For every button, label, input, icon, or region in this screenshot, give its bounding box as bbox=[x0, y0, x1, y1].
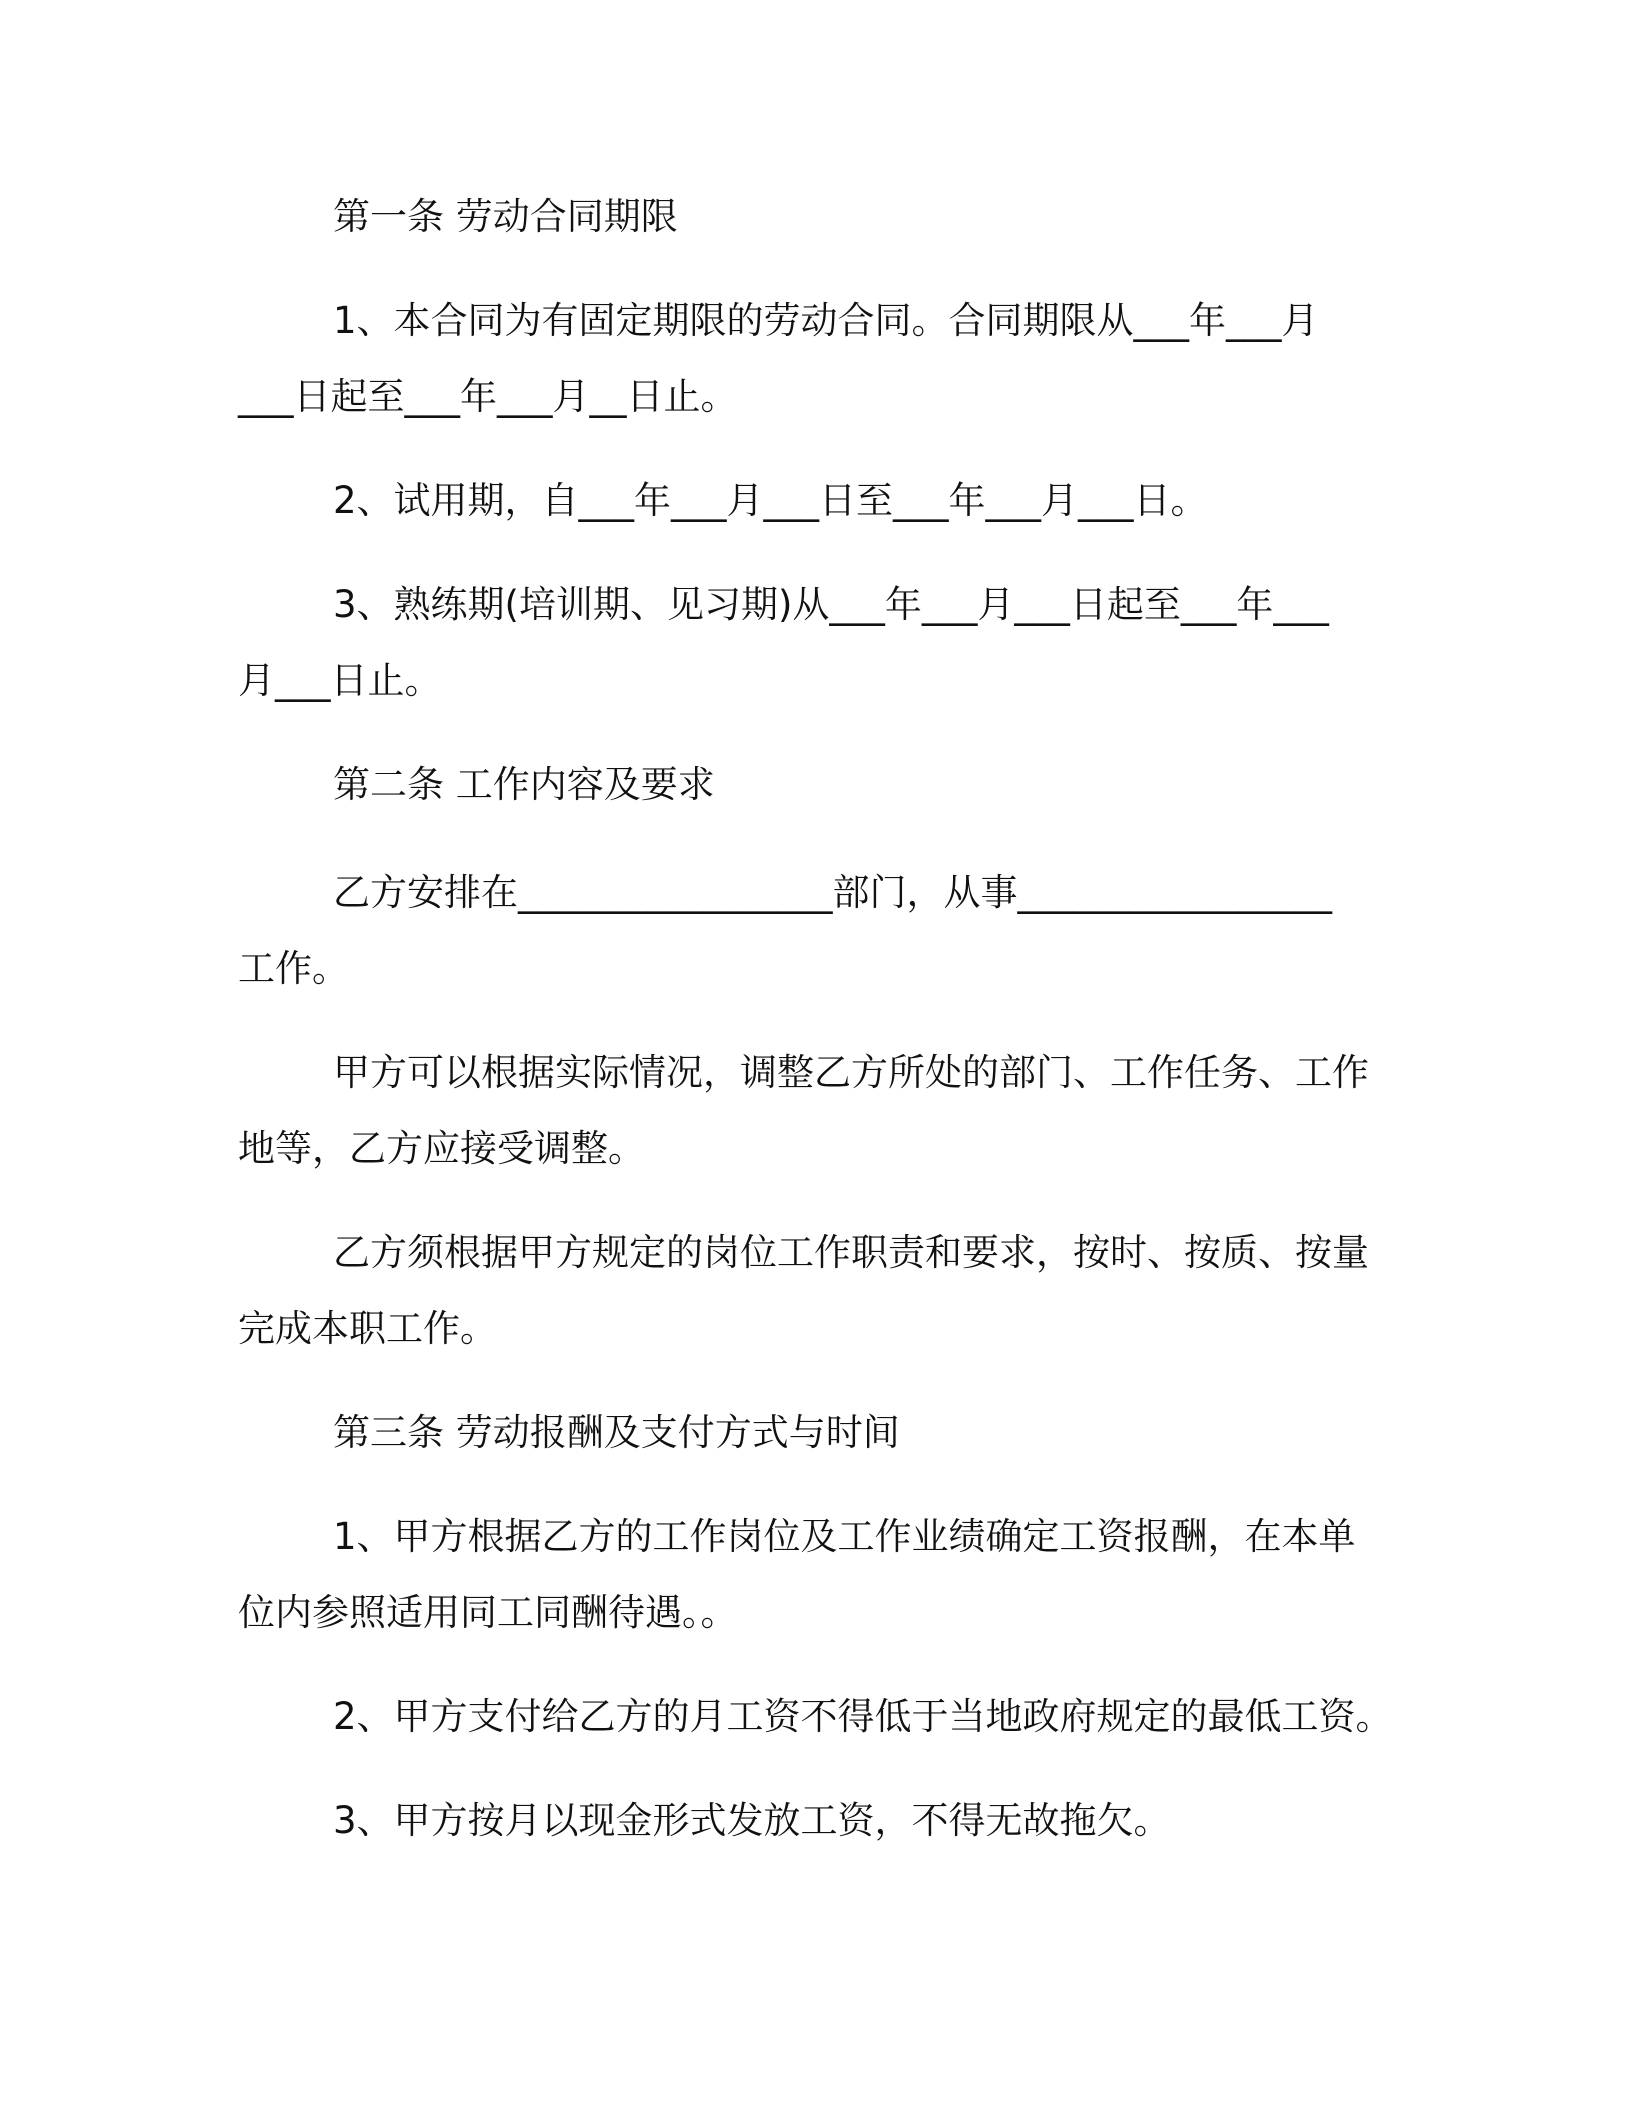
article-2-para-2-line-2: 地等，乙方应接受调整。 bbox=[238, 1127, 645, 1170]
article-3-item-2: 2、甲方支付给乙方的月工资不得低于当地政府规定的最低工资。 bbox=[333, 1695, 1393, 1738]
article-2-para-3-line-1: 乙方须根据甲方规定的岗位工作职责和要求，按时、按质、按量 bbox=[333, 1231, 1369, 1274]
article-1-item-1-line-2: ___日起至___年___月__日止。 bbox=[238, 375, 738, 418]
article-3-item-3: 3、甲方按月以现金形式发放工资，不得无故拖欠。 bbox=[333, 1799, 1171, 1842]
article-2-heading: 第二条 工作内容及要求 bbox=[333, 763, 715, 806]
article-1-item-2: 2、试用期，自___年___月___日至___年___月___日。 bbox=[333, 479, 1208, 522]
article-3-item-1-line-2: 位内参照适用同工同酬待遇。。 bbox=[238, 1591, 738, 1634]
article-1-item-1-line-1: 1、本合同为有固定期限的劳动合同。合同期限从___年___月 bbox=[333, 299, 1319, 342]
article-1-item-3-line-2: 月___日止。 bbox=[238, 659, 442, 702]
article-2-para-2-line-1: 甲方可以根据实际情况，调整乙方所处的部门、工作任务、工作 bbox=[333, 1051, 1369, 1094]
article-3-item-1-line-1: 1、甲方根据乙方的工作岗位及工作业绩确定工资报酬，在本单 bbox=[333, 1515, 1356, 1558]
article-1-heading: 第一条 劳动合同期限 bbox=[333, 195, 678, 238]
article-3-heading: 第三条 劳动报酬及支付方式与时间 bbox=[333, 1411, 900, 1454]
article-2-para-1-line-2: 工作。 bbox=[238, 947, 349, 990]
article-1-item-3-line-1: 3、熟练期(培训期、见习期)从___年___月___日起至___年___ bbox=[333, 583, 1329, 626]
article-2-para-1-line-1: 乙方安排在_________________部门，从事_________________ bbox=[333, 871, 1332, 914]
article-2-para-3-line-2: 完成本职工作。 bbox=[238, 1307, 497, 1350]
